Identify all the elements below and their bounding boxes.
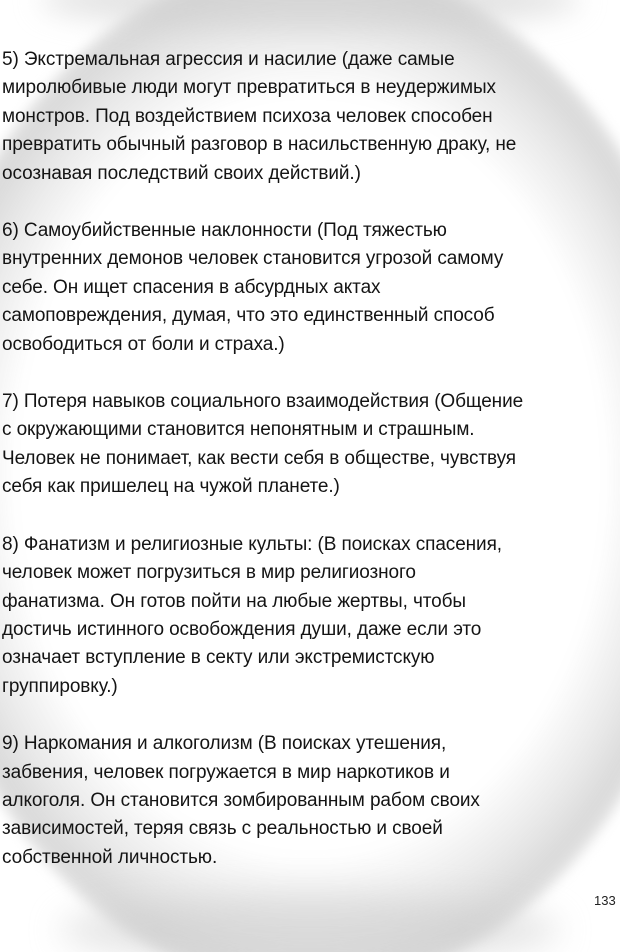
- text-line: 8) Фанатизм и религиозные культы: (В поисках спасения,: [2, 533, 502, 555]
- paragraph-item-7: [2, 388, 614, 502]
- text-line: человек может погрузиться в мир религиозного: [2, 562, 416, 584]
- paragraph-item-8: [2, 531, 614, 701]
- text-line: себя как пришелец на чужой планете.): [2, 476, 340, 498]
- text-line: внутренних демонов человек становится угрозой самому: [2, 248, 504, 270]
- text-line: монстров. Под воздействием психоза человек способен: [2, 105, 493, 127]
- text-line: 5) Экстремальная агрессия и насилие (даже самые: [2, 49, 455, 70]
- paragraph-item-5: [2, 46, 614, 188]
- text-line: с окружающими становится непонятным и страшным.: [2, 419, 475, 441]
- text-line: означает вступление в секту или экстремистскую: [2, 647, 435, 669]
- text-line: себе. Он ищет спасения в абсурдных актах: [2, 276, 381, 298]
- text-line: Человек не понимает, как вести себя в обществе, чувствуя: [2, 447, 516, 469]
- text-line: миролюбивые люди могут превратиться в неудержимых: [2, 77, 496, 99]
- text-line: 6) Самоубийственные наклонности (Под тяжестью: [2, 220, 447, 242]
- paragraph-item-6: [2, 217, 614, 359]
- text-line: осознавая последствий своих действий.): [2, 162, 361, 184]
- text-line: зависимостей, теряя связь с реальностью и своей: [2, 818, 443, 840]
- text-line: группировку.): [2, 675, 118, 697]
- page-number: 133: [594, 893, 616, 908]
- text-line: алкоголя. Он становится зомбированным рабом своих: [2, 789, 480, 811]
- text-line: фанатизма. Он готов пойти на любые жертвы, чтобы: [2, 590, 466, 612]
- text-line: 7) Потеря навыков социального взаимодействия (Общение: [2, 391, 524, 413]
- text-line: 9) Наркомания и алкоголизм (В поисках утешения,: [2, 733, 447, 755]
- text-line: освободиться от боли и страха.): [2, 333, 285, 355]
- text-line: превратить обычный разговор в насильственную драку, не: [2, 134, 517, 156]
- text-body: [2, 46, 614, 901]
- text-line: забвения, человек погружается в мир наркотиков и: [2, 761, 450, 783]
- text-line: собственной личностью.: [2, 846, 218, 868]
- text-line: самоповреждения, думая, что это единственный способ: [2, 305, 495, 327]
- paragraph-item-9: [2, 730, 614, 872]
- text-line: достичь истинного освобождения души, даже если это: [2, 618, 482, 640]
